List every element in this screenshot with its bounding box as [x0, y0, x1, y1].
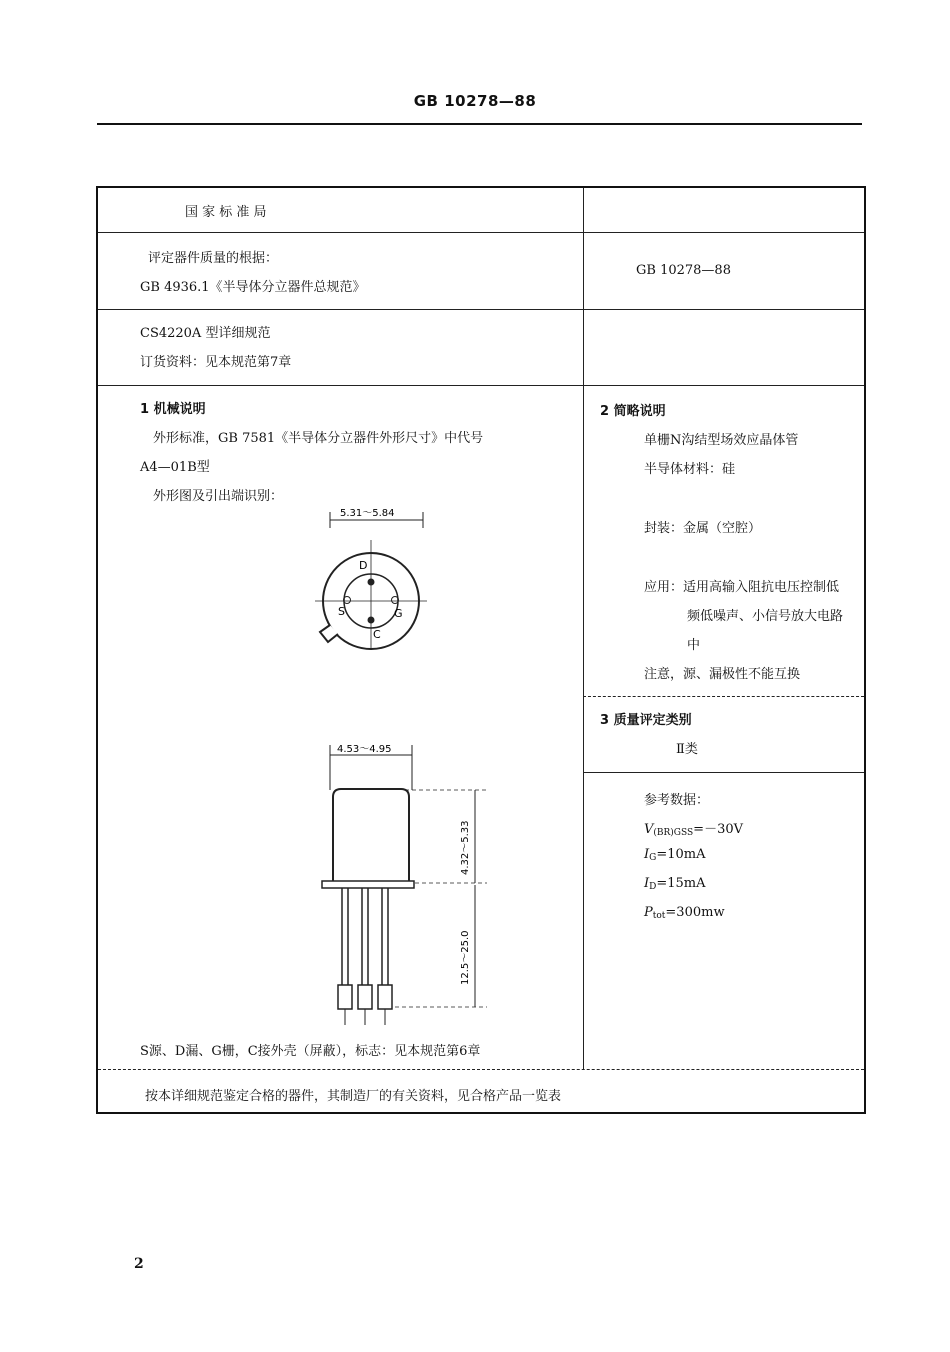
ref-ptot: $P_{tot}=300mw$	[644, 905, 725, 921]
pin-label-d: D	[359, 559, 368, 572]
footer-note: 按本详细规范鉴定合格的器件，其制造厂的有关资料，见合格产品一览表	[145, 1089, 562, 1104]
row-separator-3	[98, 385, 864, 386]
ref-ig: $I_G=10mA$	[644, 847, 706, 863]
page-header: GB 10278—88	[413, 92, 537, 110]
body-height-label: 4.32～5.33	[460, 820, 471, 875]
row-separator-5	[583, 772, 864, 773]
order-info: 订货资料：见本规范第7章	[140, 355, 292, 370]
ref-vbrgss: $V_{(BR)GSS}=-30V$	[644, 822, 743, 838]
quality-category: Ⅱ类	[676, 742, 698, 757]
row-separator-1	[98, 232, 864, 233]
section-3-heading: 3 质量评定类别	[600, 713, 692, 728]
pin-legend: S源、D漏、G栅，C接外壳（屏蔽），标志：见本规范第6章	[140, 1044, 481, 1059]
side-view-drawing	[300, 735, 500, 1030]
basis-line-2: GB 4936.1《半导体分立器件总规范》	[140, 280, 366, 295]
application-line-3: 中	[687, 638, 701, 653]
lead-length-label: 12.5～25.0	[460, 930, 471, 985]
section-1-heading: 1 机械说明	[140, 402, 206, 417]
package-type: 封装：金属（空腔）	[644, 521, 762, 536]
basis-line-1: 评定器件质量的根据：	[148, 251, 279, 266]
pin-label-c: C	[373, 628, 381, 641]
device-description: 单栅N沟结型场效应晶体管	[644, 433, 799, 448]
pin-label-g: G	[394, 607, 403, 620]
issuer-name: 国 家 标 准 局	[185, 205, 267, 220]
top-view-drawing	[300, 500, 460, 660]
header-rule	[97, 123, 862, 125]
std-number: GB 10278—88	[636, 263, 731, 278]
polarity-note: 注意，源、漏极性不能互换	[644, 667, 801, 682]
top-diameter-label: 5.31～5.84	[340, 508, 395, 519]
ref-id: $I_D=15mA$	[644, 876, 706, 892]
pin-label-s: S	[338, 605, 345, 618]
body-diameter-label: 4.53～4.95	[337, 744, 392, 755]
page-number: 2	[134, 1256, 144, 1272]
outline-figure-line: 外形图及引出端识别：	[153, 489, 284, 504]
semiconductor-material: 半导体材料：硅	[644, 462, 736, 477]
reference-title: 参考数据：	[644, 793, 710, 808]
spec-title: CS4220A 型详细规范	[140, 326, 271, 341]
application-line-1: 应用：适用高输入阻抗电压控制低	[644, 580, 840, 595]
outline-standard-line: 外形标准，GB 7581《半导体分立器件外形尺寸》中代号	[153, 431, 484, 446]
outline-code-line: A4—01B型	[140, 460, 210, 475]
top-column-divider	[583, 188, 584, 385]
body-column-divider	[583, 385, 584, 1069]
row-separator-2	[98, 309, 864, 310]
row-separator-4	[583, 696, 864, 697]
section-2-heading: 2 简略说明	[600, 404, 666, 419]
application-line-2: 频低噪声、小信号放大电路	[687, 609, 844, 624]
row-separator-6	[98, 1069, 864, 1070]
